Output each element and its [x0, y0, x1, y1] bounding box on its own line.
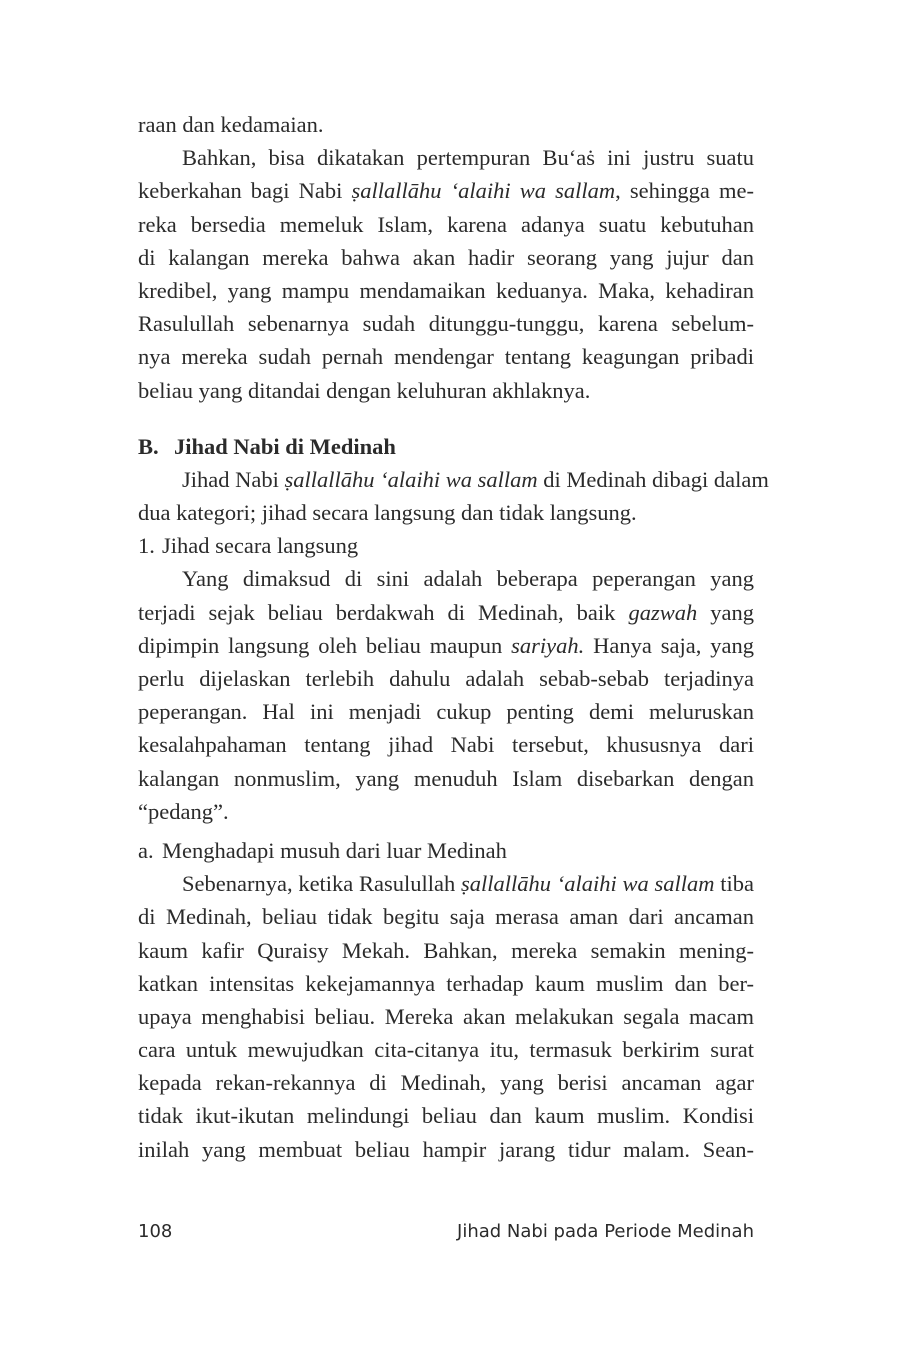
text-line: Rasulullah sebenarnya sudah ditunggu-tunggu, karena sebelum- — [138, 311, 754, 337]
italic-term: ṣallallāhu ‘alaihi wa sallam — [284, 466, 538, 492]
text-span: , sehingga me- — [615, 178, 754, 204]
text-line — [138, 463, 769, 496]
paragraph-jihad-nabi — [138, 463, 769, 529]
text-span: di Medinah dibagi dalam — [537, 466, 769, 492]
text-line: beliau yang ditandai dengan keluhuran akhlaknya. — [138, 377, 591, 403]
paragraph-yang-dimaksud — [138, 562, 754, 828]
text-line: Yang dimaksud di sini adalah beberapa peperangan yang — [182, 566, 754, 592]
text-span: yang — [697, 599, 754, 625]
page-number: 108 — [138, 1221, 173, 1242]
subheading-number: a. — [138, 837, 154, 863]
text-line: tidak ikut-ikutan melindungi beliau dan kaum muslim. Kondisi — [138, 1103, 754, 1129]
text-line: kalangan nonmuslim, yang menuduh Islam disebarkan dengan — [138, 765, 754, 791]
text-line: raan dan kedamaian. — [138, 112, 324, 137]
text-span: tiba — [714, 871, 754, 897]
text-line: dua kategori; jihad secara langsung dan tidak langsung. — [138, 500, 637, 526]
italic-term: ṣallallāhu ‘alaihi wa sallam — [461, 871, 715, 897]
paragraph-bahkan — [138, 141, 754, 407]
subheading-number: 1. — [138, 533, 155, 559]
text-line: cara untuk mewujudkan cita-citanya itu, termasuk berkirim surat — [138, 1037, 754, 1063]
italic-term: ṣallallāhu ‘alaihi wa sallam — [351, 178, 616, 204]
paragraph-sebenarnya — [138, 867, 754, 1166]
section-title: Jihad Nabi di Medinah — [174, 433, 396, 459]
text-line: kaum kafir Quraisy Mekah. Bahkan, mereka semakin mening- — [138, 937, 754, 963]
page-footer — [138, 1221, 754, 1249]
text-line: “pedang”. — [138, 798, 229, 824]
section-number: B. — [138, 433, 159, 459]
text-span: Sebenarnya, ketika Rasulullah — [182, 871, 462, 897]
text-line — [138, 596, 754, 629]
subheading-a — [138, 834, 754, 867]
text-line: kepada rekan-rekannya di Medinah, yang berisi ancaman agar — [138, 1070, 754, 1096]
italic-term: gazwah — [628, 599, 698, 625]
text-line: Bahkan, bisa dikatakan pertempuran Bu‘aṡ ini justru suatu — [182, 145, 754, 171]
text-line: katkan intensitas kekejamannya terhadap kaum muslim dan ber- — [138, 970, 754, 996]
text-line: perlu dijelaskan terlebih dahulu adalah sebab-sebab terjadinya — [138, 666, 754, 691]
text-line: upaya menghabisi beliau. Mereka akan melakukan segala macam — [138, 1003, 754, 1029]
subheading-title: Menghadapi musuh dari luar Medinah — [162, 837, 507, 863]
text-line: kredibel, yang mampu mendamaikan keduanya. Maka, kehadiran — [138, 277, 754, 303]
text-line: nya mereka sudah pernah mendengar tentang keagungan pribadi — [138, 344, 754, 370]
subheading-1 — [138, 529, 754, 562]
text-line — [138, 867, 754, 900]
text-line — [138, 174, 754, 207]
text-line: reka bersedia memeluk Islam, karena adanya suatu kebutuhan — [138, 211, 754, 237]
text-line — [138, 629, 754, 662]
running-title: Jihad Nabi pada Periode Medinah — [457, 1221, 754, 1242]
text-line: di Medinah, beliau tidak begitu saja merasa aman dari ancaman — [138, 904, 754, 930]
italic-term: sariyah. — [511, 632, 585, 658]
text-span: terjadi sejak beliau berdakwah di Medinah, baik — [138, 599, 629, 625]
text-line: inilah yang membuat beliau hampir jarang tidur malam. Sean- — [138, 1136, 754, 1162]
text-line: di kalangan mereka bahwa akan hadir seorang yang jujur dan — [138, 244, 754, 270]
section-heading-b — [138, 430, 754, 463]
text-span: keberkahan bagi Nabi — [138, 178, 352, 204]
text-span: Jihad Nabi — [182, 466, 285, 492]
text-span: dipimpin langsung oleh beliau maupun — [138, 632, 512, 658]
subheading-title: Jihad secara langsung — [162, 533, 359, 559]
text-line: peperangan. Hal ini menjadi cukup penting demi meluruskan — [138, 699, 754, 725]
text-line: kesalahpahaman tentang jihad Nabi tersebut, khususnya dari — [138, 732, 754, 758]
paragraph-continued — [138, 108, 754, 141]
text-span: Hanya saja, yang — [584, 632, 754, 658]
page-body — [138, 108, 769, 1166]
